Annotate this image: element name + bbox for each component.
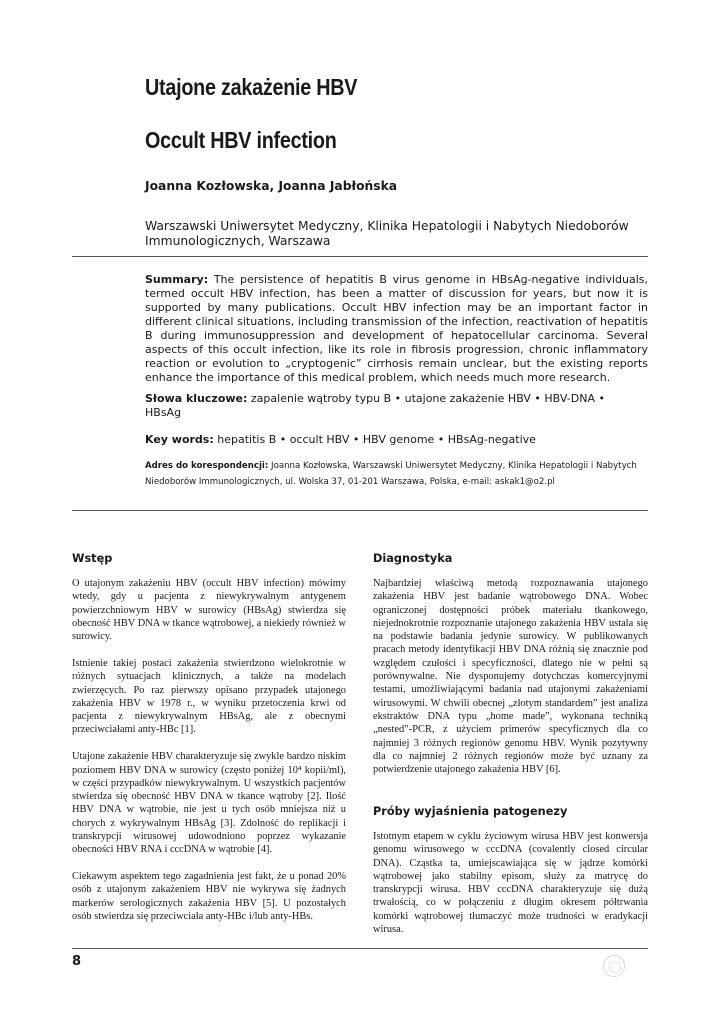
keywords-english-label: Key words: bbox=[145, 433, 214, 446]
left-column-body bbox=[72, 577, 346, 937]
correspondence bbox=[145, 458, 648, 490]
authors: Joanna Kozłowska, Joanna Jabłońska bbox=[145, 179, 398, 193]
correspondence-label: Adres do korespondencji: bbox=[145, 461, 269, 471]
title-english: Occult HBV infection bbox=[145, 127, 337, 153]
keywords-english-text: hepatitis B • occult HBV • HBV genome • HBsAg-negative bbox=[217, 433, 536, 446]
paragraph: Ciekawym aspektem tego zagadnienia jest fakt, że u ponad 20% osób z utajonym zakażeniem HBV nie wykrywa się żadnych markerów serologicznych zakażenia HBV [5]. U pozostałych osób stwierdza się przeciwciała anty-HBc i/lub anty-HBs. bbox=[72, 871, 346, 923]
keywords-polish-label: Słowa kluczowe: bbox=[145, 392, 248, 405]
paragraph: Utajone zakażenie HBV charakteryzuje się zwykle bardzo niskim poziomem HBV DNA w surowicy (często poniżej 10⁴ kopii/ml), w części przypadków niewykrywalnym. U wszystkich pacjentów stwierdza się obecność HBV DNA w tkance wątroby [2]. Ilość HBV DNA w wątrobie, nie jest u tych osób mniejsza niż u chorych z wykrywalnym HBsAg [3]. Zdolność do replikacji i transkrypcji wirusowej udowodniono poprzez wykazanie obecności HBV RNA i cccDNA w wątrobie [4]. bbox=[72, 751, 346, 856]
section-heading-diagnostics: Diagnostyka bbox=[373, 552, 453, 565]
paragraph: Istnienie takiej postaci zakażenia stwierdzono wielokrotnie w różnych sytuacjach klinicznych, a także na modelach zwierzęcych. Po raz pierwszy opisano przypadek utajonego zakażenia HBV w 1978 r., w wyniku przetoczenia krwi od pacjenta z niewykrywalnym HBsAg, ale z obecnymi przeciwciałami anty-HBc [1]. bbox=[72, 657, 346, 736]
header-divider bbox=[72, 256, 648, 257]
page-number: 8 bbox=[72, 954, 82, 969]
summary-text: The persistence of hepatitis B virus genome in HBsAg-negative individuals, termed occult HBV infection, has been a matter of discussion for years, but now it is supported by many publications. Occult HBV infection may be an important factor in different clinical situations, including transmission of the infection, reactivation of hepatitis B during immunosuppression and development of hepatocellular carcinoma. Several aspects of this occult infection, like its role in fibrosis progression, chronic inflammatory reaction or evolution to „cryptogenic” cirrhosis remain unclear, but the existing reports enhance the importance of this medical problem, which needs much more research. bbox=[145, 273, 648, 384]
right-column-body-2 bbox=[373, 830, 648, 950]
publisher-logo-icon bbox=[603, 955, 625, 977]
section-heading-pathogenesis: Próby wyjaśnienia patogenezy bbox=[373, 805, 568, 818]
paragraph: O utajonym zakażeniu HBV (occult HBV infection) mówimy wtedy, gdy u pacjenta z niewykrywalnym antygenem powierzchniowym HBV w surowicy (HBsAg) stwierdza się obecność HBV DNA w tkance wątrobowej, a niekiedy również w surowicy. bbox=[72, 578, 346, 643]
paragraph: Istotnym etapem w cyklu życiowym wirusa HBV jest konwersja genomu wirusowego w cccDNA (covalently closed circular DNA). Cząstka ta, umiejscawiająca się w jądrze komórki wątrobowej jako stabilny episom, służy za matrycę do transkrypcji wirusa. HBV cccDNA charakteryzuje się dużą trwałością, co w połączeniu z długim okresem półtrwania komórki wątrobowej tłumaczyć może trudności w eradykacji wirusa. bbox=[373, 831, 648, 936]
keywords-english bbox=[145, 433, 648, 447]
summary bbox=[145, 273, 648, 385]
title-polish: Utajone zakażenie HBV bbox=[145, 74, 358, 100]
paragraph: Najbardziej właściwą metodą rozpoznawania utajonego zakażenia HBV jest badanie wątrobowego DNA. Wobec ograniczonej dostępności próbek materiału tkankowego, niejednokrotnie rozpoznanie utajonego zakażenia HBV ustala się na podstawie badania jedynie surowicy. W publikowanych pracach metody identyfikacji HBV DNA różnią się znacznie pod względem czułości i specyficzności, dlatego nie w pełni są porównywalne. Nie dysponujemy dotychczas komercyjnymi testami, umożliwiającymi badania nad utajonymi zakażeniami wirusowymi. W chwili obecnej „złotym standardem” jest analiza ekstraktów DNA typu „home made”, wykonana techniką „nested”-PCR, z użyciem primerów specyficznych dla co najmniej 3 różnych regionów genomu HBV. Wynik pozytywny dla co najmniej 2 różnych regionów może być uznany za potwierdzenie utajonego zakażenia HBV [6]. bbox=[373, 578, 648, 776]
footer-divider bbox=[72, 948, 648, 949]
summary-label: Summary: bbox=[145, 273, 209, 286]
right-column-body bbox=[373, 577, 648, 790]
keywords-polish bbox=[145, 392, 625, 420]
abstract-divider bbox=[72, 510, 648, 511]
affiliation: Warszawski Uniwersytet Medyczny, Klinika Hepatologii i Nabytych Niedoborów Immunologicznych, Warszawa bbox=[145, 219, 629, 248]
section-heading-intro: Wstęp bbox=[72, 552, 113, 565]
keywords-polish-text: zapalenie wątroby typu B • utajone zakażenie HBV • HBV-DNA • HBsAg bbox=[145, 392, 605, 419]
correspondence-text: Joanna Kozłowska, Warszawski Uniwersytet Medyczny, Klinika Hepatologii i Nabytych Niedoborów Immunologicznych, ul. Wolska 37, 01-201 Warszawa, Polska, e-mail: askak1@o2.pl bbox=[145, 461, 637, 487]
